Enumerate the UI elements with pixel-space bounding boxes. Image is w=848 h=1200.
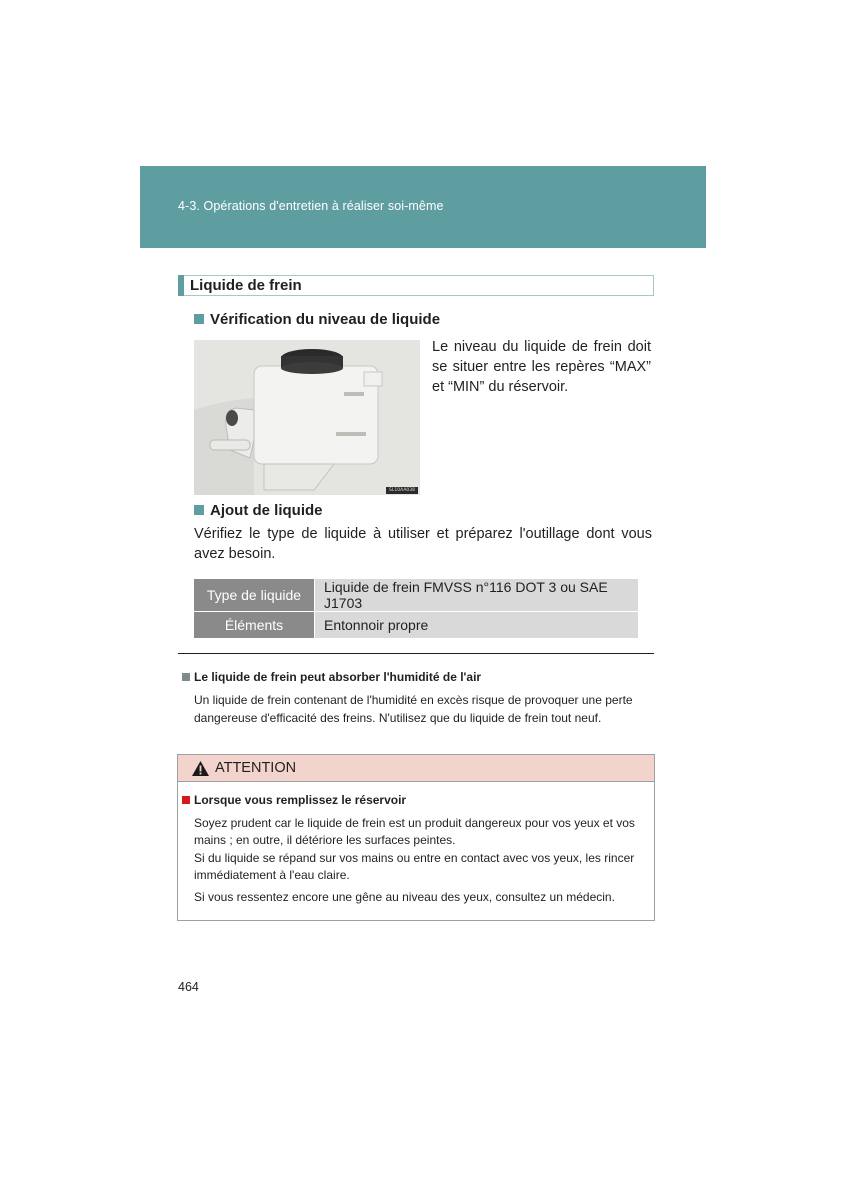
table-row [194, 612, 638, 639]
note-body: Un liquide de frein contenant de l'humidité en excès risque de provoquer une perte dangereuse d'efficacité des freins. N'utilisez que du liquide de frein tout neuf. [194, 693, 633, 725]
square-bullet-icon [194, 314, 204, 324]
note-heading-text: Le liquide de frein peut absorber l'humidité de l'air [194, 670, 482, 684]
warning-paragraph: Si du liquide se répand sur vos mains ou entre en contact avec vos yeux, les rincer immédiatement à l'eau claire. [194, 851, 635, 882]
section-title: Liquide de frein [190, 277, 302, 294]
add-heading [194, 502, 323, 519]
spec-label: Éléments [194, 612, 315, 639]
section-accent [178, 275, 184, 296]
chapter-header-band [140, 166, 706, 248]
square-bullet-icon [194, 505, 204, 515]
warning-subheading-text: Lorsque vous remplissez le réservoir [194, 793, 407, 807]
warning-header [178, 755, 654, 782]
check-heading [194, 311, 440, 328]
warning-title: ATTENTION [215, 760, 297, 776]
red-square-bullet-icon [182, 796, 190, 804]
table-row [194, 579, 638, 612]
brake-fluid-reservoir-photo [194, 340, 420, 495]
reservoir-illustration [194, 340, 420, 495]
spec-value: Liquide de frein FMVSS n°116 DOT 3 ou SAE J1703 [315, 579, 639, 612]
spec-value: Entonnoir propre [315, 612, 639, 639]
square-bullet-icon [182, 673, 190, 681]
spec-table [194, 579, 638, 639]
warning-subheading [182, 793, 406, 807]
image-code: SL10AA038 [386, 487, 418, 494]
check-heading-text: Vérification du niveau de liquide [210, 311, 441, 328]
warning-paragraph: Si vous ressentez encore une gêne au niveau des yeux, consultez un médecin. [194, 890, 615, 904]
add-heading-text: Ajout de liquide [210, 502, 323, 519]
warning-box [177, 754, 655, 921]
check-text: Le niveau du liquide de frein doit se situer entre les repères “MAX” et “MIN” du réservoir. [432, 339, 651, 395]
warning-paragraph: Soyez prudent car le liquide de frein est un produit dangereux pour vos yeux et vos mains ; en outre, il détériore les surfaces peintes. [194, 816, 635, 847]
spec-label: Type de liquide [194, 579, 315, 612]
section-title-bar [178, 275, 654, 296]
divider [178, 653, 654, 654]
warning-triangle-icon [191, 760, 210, 777]
chapter-title: 4-3. Opérations d'entretien à réaliser soi-même [178, 199, 444, 213]
note-heading [182, 670, 481, 684]
add-text: Vérifiez le type de liquide à utiliser et préparez l'outillage dont vous avez besoin. [194, 526, 652, 562]
page-number: 464 [178, 980, 199, 994]
